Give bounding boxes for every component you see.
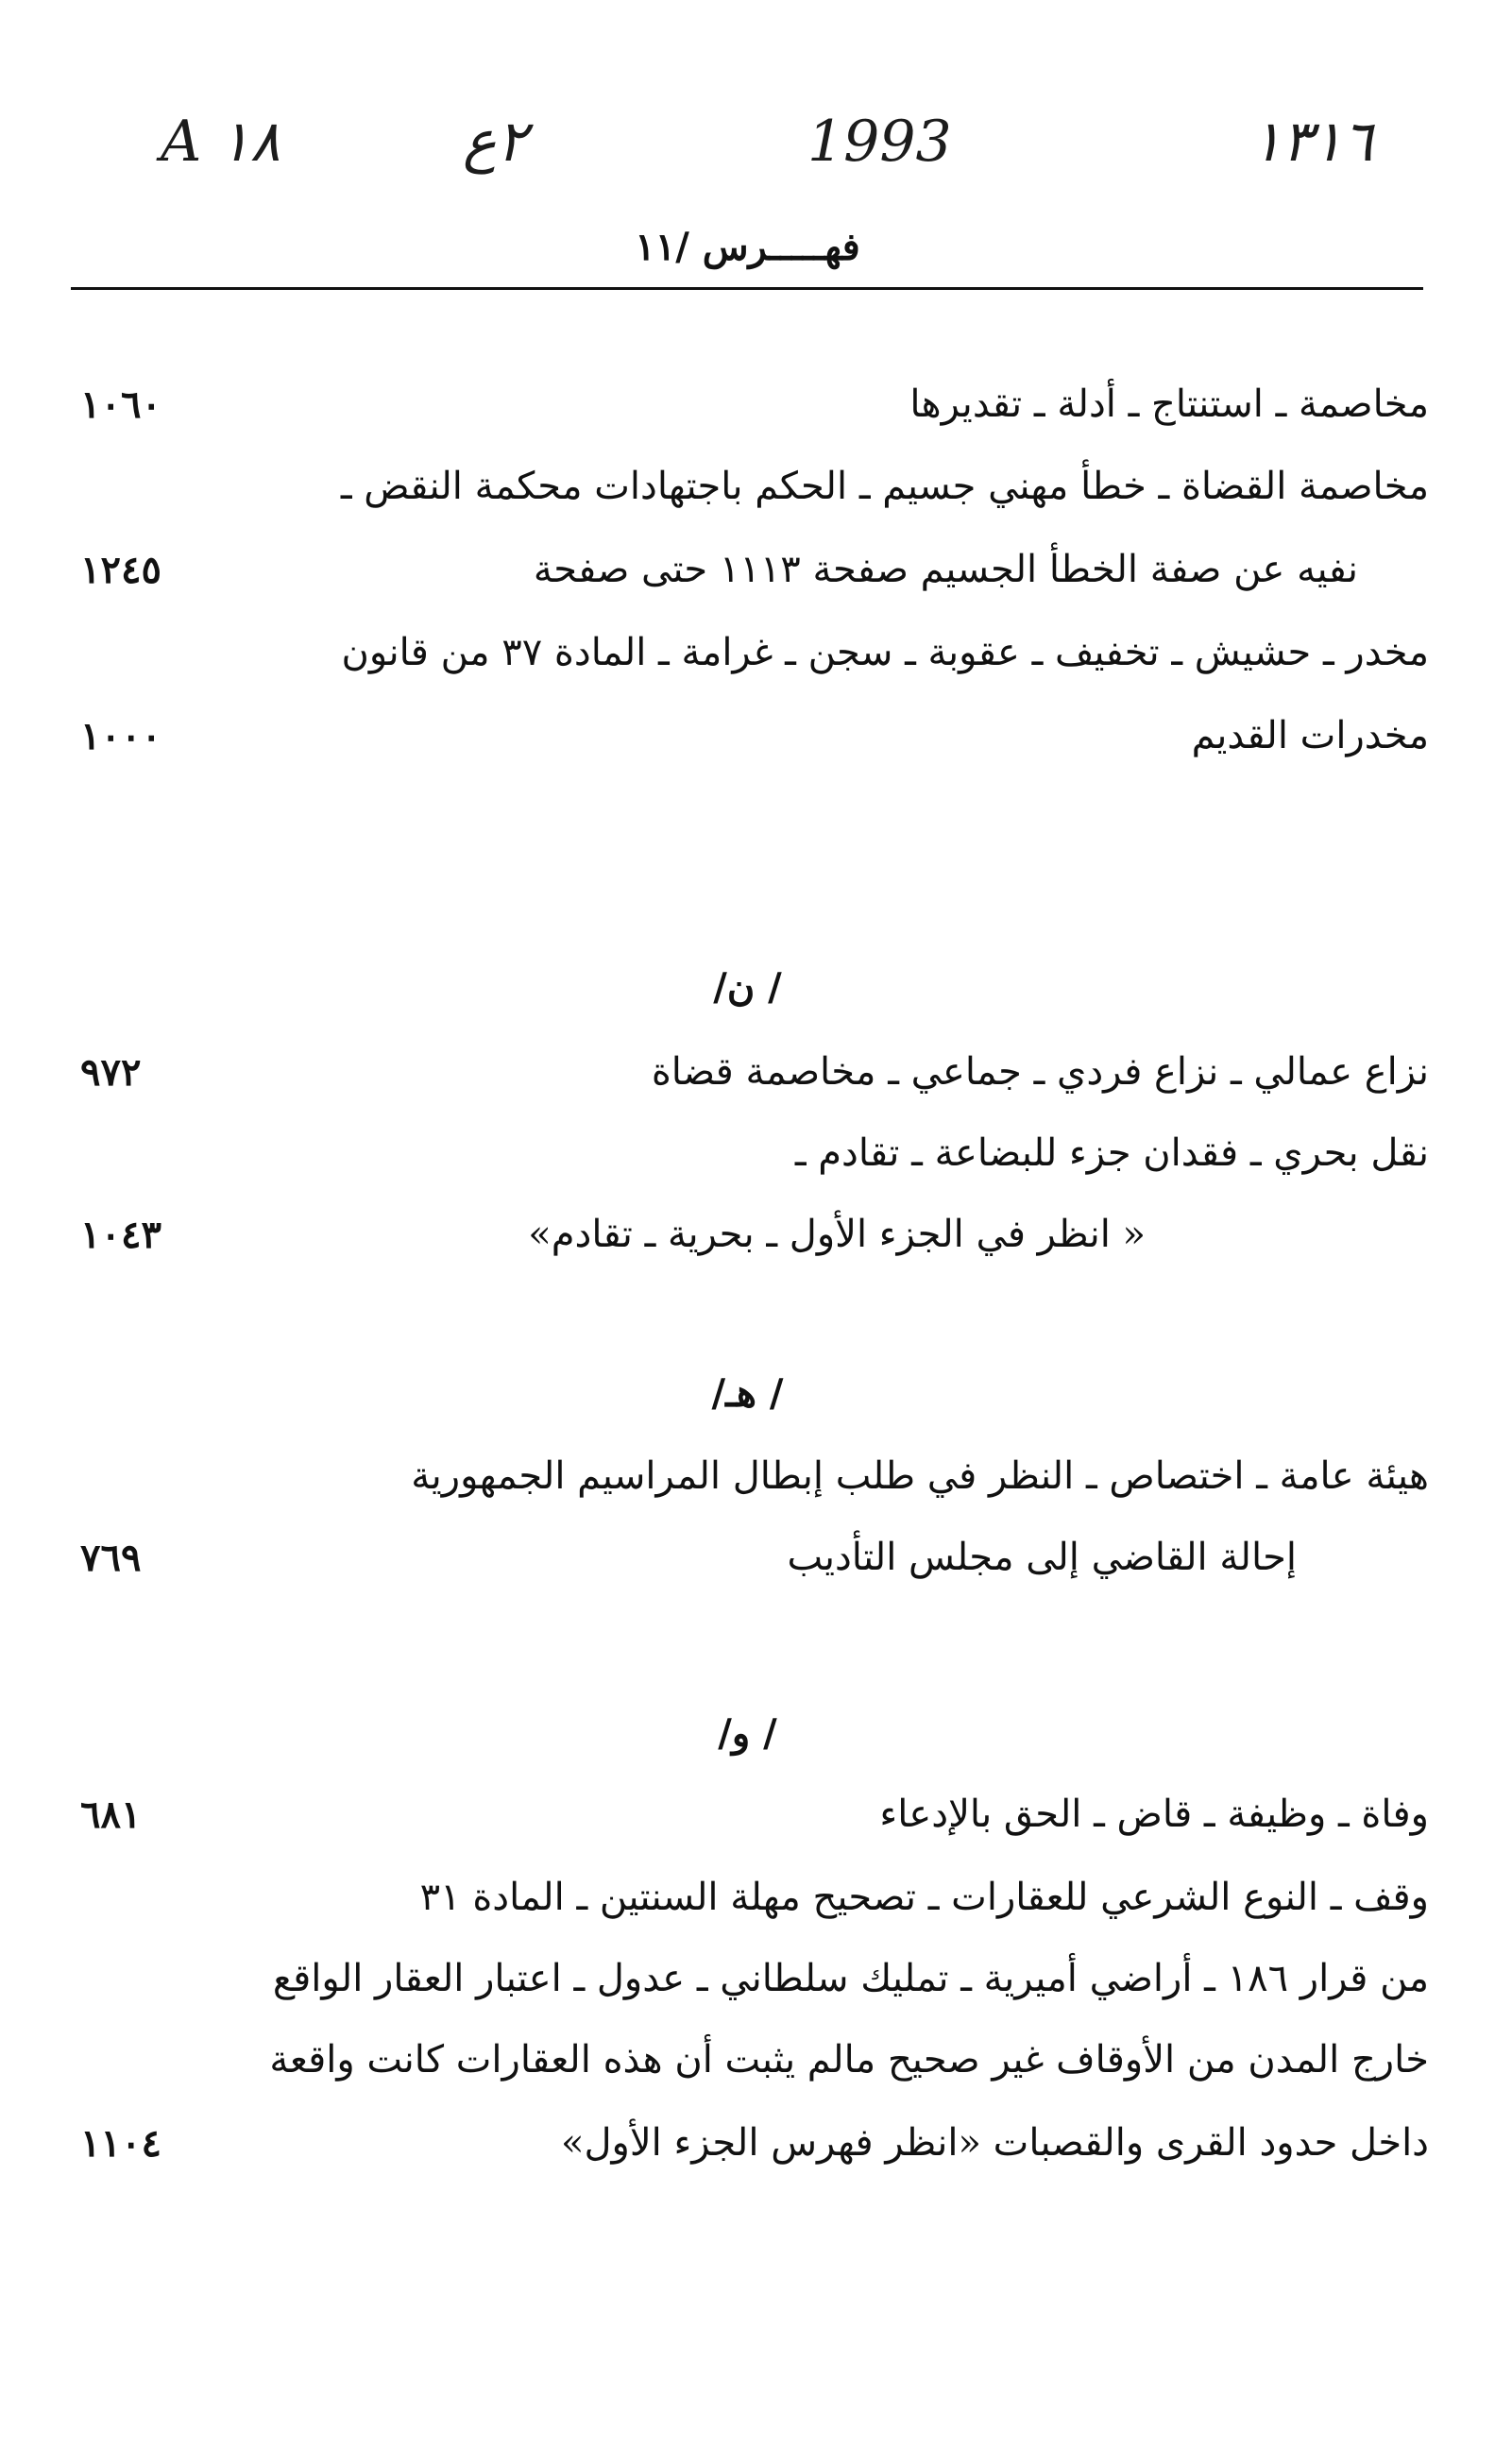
entry-page-number: ١١٠٤ [80, 2121, 161, 2166]
entry-page-number: ٦٨١ [80, 1793, 142, 1837]
entry-page-number: ٩٧٢ [80, 1050, 142, 1095]
page-title: فهـــــرس /١١ [635, 225, 860, 269]
entry-text: مخاصمة القضاة ـ خطأ مهني جسيم ـ الحكم باجتهادات محكمة النقض ـ [340, 465, 1429, 508]
header-rule [71, 287, 1423, 290]
entry-page-number: ١٠٤٣ [80, 1213, 161, 1257]
entry-text: إحالة القاضي إلى مجلس التأديب [787, 1536, 1297, 1579]
section-letter-ha: / هـ/ [711, 1371, 784, 1416]
entry-text: هيئة عامة ـ اختصاص ـ النظر في طلب إبطال المراسيم الجمهورية [411, 1454, 1429, 1498]
entry-page-number: ١٢٤٥ [80, 548, 161, 592]
entry-text: مخدرات القديم [1191, 714, 1429, 757]
entry-text: وفاة ـ وظيفة ـ قاض ـ الحق بالإدعاء [879, 1793, 1429, 1836]
entry-text: « انظر في الجزء الأول ـ بحرية ـ تقادم» [528, 1213, 1146, 1256]
handwritten-note-top-right: ١٣١٦ [1251, 109, 1373, 175]
entry-page-number: ٧٦٩ [80, 1536, 142, 1580]
entry-text: نفيه عن صفة الخطأ الجسيم صفحة ١١١٣ حتى صفحة [533, 548, 1358, 591]
handwritten-note-2: ٢ع [463, 109, 528, 175]
entry-text: نقل بحري ـ فقدان جزء للبضاعة ـ تقادم ـ [794, 1131, 1429, 1175]
entry-text: نزاع عمالي ـ نزاع فردي ـ جماعي ـ مخاصمة قضاة [651, 1050, 1429, 1094]
handwritten-note-top-left: A ١٨ [161, 109, 280, 175]
entry-text: وقف ـ النوع الشرعي للعقارات ـ تصحيح مهلة السنتين ـ المادة ٣١ [419, 1876, 1429, 1919]
entry-text: من قرار ١٨٦ ـ أراضي أميرية ـ تمليك سلطاني ـ عدول ـ اعتبار العقار الواقع [272, 1957, 1429, 2000]
entry-text: داخل حدود القرى والقصبات «انظر فهرس الجزء الأول» [560, 2121, 1429, 2165]
section-letter-noon: / ن/ [713, 965, 782, 1010]
section-letter-waw: / و/ [718, 1711, 777, 1756]
entry-text: مخدر ـ حشيش ـ تخفيف ـ عقوبة ـ سجن ـ غرامة ـ المادة ٣٧ من قانون [341, 631, 1429, 674]
entry-page-number: ١٠٠٠ [80, 714, 161, 758]
entry-page-number: ١٠٦٠ [80, 382, 161, 427]
entry-text: خارج المدن من الأوقاف غير صحيح مالم يثبت أن هذه العقارات كانت واقعة [269, 2038, 1429, 2082]
handwritten-year: 1993 [807, 109, 952, 175]
entry-text: مخاصمة ـ استنتاج ـ أدلة ـ تقديرها [909, 382, 1429, 426]
